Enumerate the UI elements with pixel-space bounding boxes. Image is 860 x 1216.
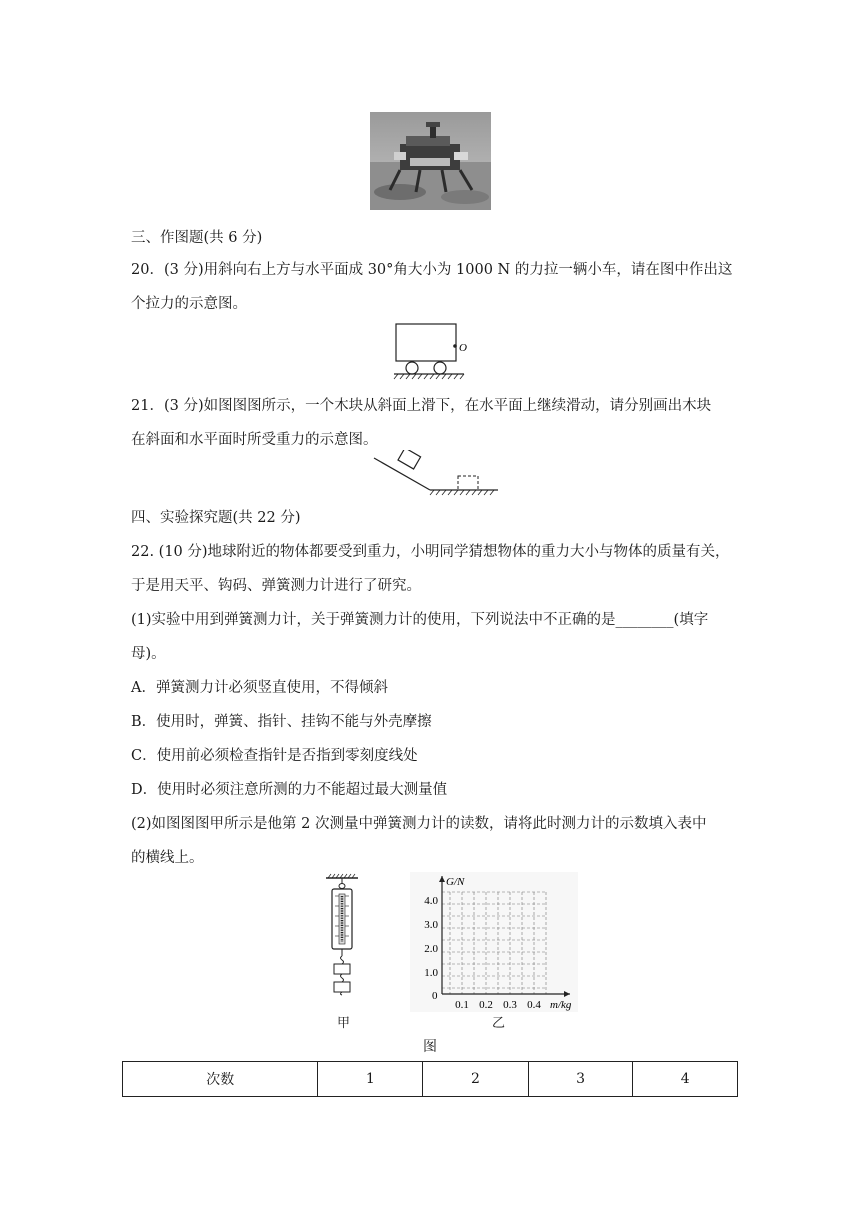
q22-line-2: 于是用天平、钩码、弹簧测力计进行了研究。 xyxy=(131,578,421,594)
q22-line-1: 22. (10 分)地球附近的物体都要受到重力，小明同学猜想物体的重力大小与物体的质量有关， xyxy=(131,544,730,560)
option-d: D．使用时必须注意所测的力不能超过最大测量值 xyxy=(131,782,448,798)
cart-wheel-left xyxy=(406,362,418,374)
q20-line-1: 20．(3 分)用斜向右上方与水平面成 30°角大小为 1000 N 的力拉一辆小车，请在图中作出这 xyxy=(131,262,733,278)
table-cell: 1 xyxy=(318,1062,423,1097)
hook-weight-1 xyxy=(334,964,350,974)
y-axis-label: G/N xyxy=(446,876,465,888)
option-b: B．使用时，弹簧、指针、挂钩不能与外壳摩擦 xyxy=(131,714,432,730)
block-on-floor xyxy=(458,476,478,490)
point-o xyxy=(453,344,457,348)
figure-caption: 图 xyxy=(423,1039,437,1055)
option-a: A．弹簧测力计必须竖直使用，不得倾斜 xyxy=(131,680,388,696)
label-jia: 甲 xyxy=(337,1016,351,1031)
spring-scale-figure xyxy=(322,872,362,997)
q22-sub1-line-1: (1)实验中用到弹簧测力计，关于弹簧测力计的使用，下列说法中不正确的是________(填字 xyxy=(131,612,709,628)
cart-body xyxy=(396,324,456,361)
section-3-title: 三、作图题(共 6 分) xyxy=(131,230,263,246)
option-c: C．使用前必须检查指针是否指到零刻度线处 xyxy=(131,748,418,764)
rover-photo xyxy=(370,112,491,210)
x-tick-label: 0.1 xyxy=(455,999,469,1011)
q22-sub1-line-2: 母)。 xyxy=(131,646,166,662)
y-tick-label: 4.0 xyxy=(424,895,438,907)
x-tick-label: 0.3 xyxy=(503,999,517,1011)
table-cell: 4 xyxy=(633,1062,738,1097)
origin-label: 0 xyxy=(432,990,438,1002)
x-axis-label: m/kg xyxy=(550,999,572,1011)
y-tick-label: 1.0 xyxy=(424,967,438,979)
hook-weight-2 xyxy=(334,982,350,992)
section-4-title: 四、实验探究题(共 22 分) xyxy=(131,510,301,526)
q22-sub2-line-1: (2)如图图图甲所示是他第 2 次测量中弹簧测力计的读数，请将此时测力计的示数填入表中 xyxy=(131,816,707,832)
table-cell: 次数 xyxy=(123,1062,318,1097)
point-o-label: O xyxy=(459,342,467,354)
cart-wheel-right xyxy=(434,362,446,374)
g-m-graph xyxy=(410,872,578,1012)
incline-diagram xyxy=(372,450,500,498)
label-yi: 乙 xyxy=(492,1016,506,1031)
y-tick-label: 2.0 xyxy=(424,943,438,955)
block-on-incline xyxy=(398,450,421,469)
x-tick-label: 0.4 xyxy=(527,999,541,1011)
table-row xyxy=(123,1062,738,1097)
table-cell: 3 xyxy=(528,1062,633,1097)
q20-line-2: 个拉力的示意图。 xyxy=(131,296,247,312)
q21-line-2: 在斜面和水平面时所受重力的示意图。 xyxy=(131,432,378,448)
x-tick-label: 0.2 xyxy=(479,999,493,1011)
q22-sub2-line-2: 的横线上。 xyxy=(131,850,204,866)
data-table xyxy=(122,1061,738,1097)
q21-line-1: 21．(3 分)如图图图所示，一个木块从斜面上滑下，在水平面上继续滑动，请分别画出木块 xyxy=(131,398,712,414)
y-tick-label: 3.0 xyxy=(424,919,438,931)
table-cell: 2 xyxy=(423,1062,529,1097)
cart-diagram xyxy=(392,322,472,380)
